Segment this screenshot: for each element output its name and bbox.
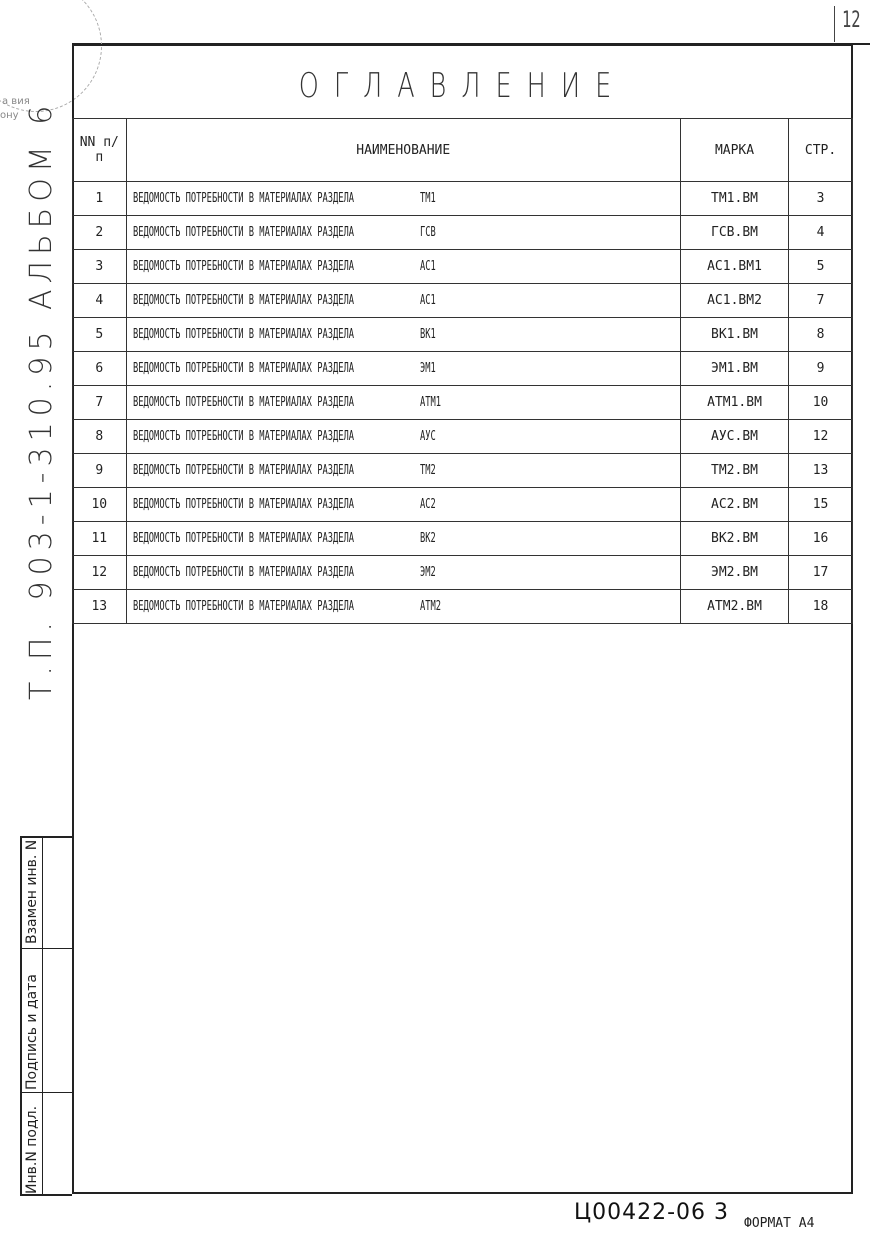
row-mark: АТМ1.ВМ	[680, 386, 788, 420]
row-section: ТМ2	[419, 463, 436, 478]
row-page: 3	[789, 182, 853, 216]
row-page: 4	[789, 216, 853, 250]
row-section: АС2	[419, 497, 436, 512]
row-name-cell	[126, 556, 680, 590]
row-page: 8	[789, 318, 853, 352]
header-mark: МАРКА	[680, 119, 788, 182]
row-name-cell	[126, 250, 680, 284]
handwritten-code: Ц00422-06 3	[574, 1200, 729, 1225]
table-row	[73, 590, 853, 624]
row-name-cell	[126, 420, 680, 454]
row-mark: АТМ2.ВМ	[680, 590, 788, 624]
row-name: ВЕДОМОСТЬ ПОТРЕБНОСТИ В МАТЕРИАЛАХ РАЗДЕЛА	[132, 293, 354, 308]
row-name-cell	[126, 318, 680, 352]
table-row	[73, 250, 853, 284]
row-mark: АС2.ВМ	[680, 488, 788, 522]
row-name: ВЕДОМОСТЬ ПОТРЕБНОСТИ В МАТЕРИАЛАХ РАЗДЕЛА	[132, 225, 354, 240]
row-name: ВЕДОМОСТЬ ПОТРЕБНОСТИ В МАТЕРИАЛАХ РАЗДЕЛА	[132, 327, 354, 342]
row-mark: АС1.ВМ2	[680, 284, 788, 318]
row-number: 4	[73, 284, 127, 318]
table-row	[73, 454, 853, 488]
table-row	[73, 420, 853, 454]
toc-body	[73, 182, 853, 624]
row-name-cell	[126, 590, 680, 624]
table-row	[73, 352, 853, 386]
row-page: 15	[789, 488, 853, 522]
header-name: НАИМЕНОВАНИЕ	[126, 119, 680, 182]
row-mark: ЭМ1.ВМ	[680, 352, 788, 386]
table-row	[73, 216, 853, 250]
row-section: ВК2	[419, 531, 436, 546]
side-label-inv-orig: Инв.N подл.	[24, 1105, 40, 1194]
stamp-text-2: ону	[0, 110, 19, 121]
row-page: 12	[789, 420, 853, 454]
row-name: ВЕДОМОСТЬ ПОТРЕБНОСТИ В МАТЕРИАЛАХ РАЗДЕЛА	[132, 599, 354, 614]
row-name-cell	[126, 454, 680, 488]
row-number: 1	[73, 182, 127, 216]
row-mark: АС1.ВМ1	[680, 250, 788, 284]
table-row	[73, 182, 853, 216]
row-name-cell	[126, 352, 680, 386]
row-section: ВК1	[419, 327, 436, 342]
row-section: АУС	[419, 429, 436, 444]
row-name: ВЕДОМОСТЬ ПОТРЕБНОСТИ В МАТЕРИАЛАХ РАЗДЕЛА	[132, 565, 354, 580]
row-mark: ТМ1.ВМ	[680, 182, 788, 216]
row-name: ВЕДОМОСТЬ ПОТРЕБНОСТИ В МАТЕРИАЛАХ РАЗДЕЛА	[132, 531, 354, 546]
row-section: ГСВ	[419, 225, 436, 240]
row-name: ВЕДОМОСТЬ ПОТРЕБНОСТИ В МАТЕРИАЛАХ РАЗДЕЛА	[132, 395, 354, 410]
row-page: 10	[789, 386, 853, 420]
row-page: 16	[789, 522, 853, 556]
format-label: ФОРМАТ А4	[744, 1216, 815, 1231]
row-number: 8	[73, 420, 127, 454]
row-section: ТМ1	[419, 191, 436, 206]
row-page: 17	[789, 556, 853, 590]
row-mark: АУС.ВМ	[680, 420, 788, 454]
row-name: ВЕДОМОСТЬ ПОТРЕБНОСТИ В МАТЕРИАЛАХ РАЗДЕЛА	[132, 361, 354, 376]
row-name-cell	[126, 284, 680, 318]
row-name-cell	[126, 488, 680, 522]
side-stamp-table	[20, 836, 72, 1196]
row-name: ВЕДОМОСТЬ ПОТРЕБНОСТИ В МАТЕРИАЛАХ РАЗДЕЛА	[132, 497, 354, 512]
row-number: 2	[73, 216, 127, 250]
row-name-cell	[126, 216, 680, 250]
row-number: 13	[73, 590, 127, 624]
toc-table	[72, 118, 853, 624]
row-number: 10	[73, 488, 127, 522]
row-mark: ГСВ.ВМ	[680, 216, 788, 250]
row-page: 7	[789, 284, 853, 318]
row-section: АС1	[419, 293, 436, 308]
row-name-cell	[126, 182, 680, 216]
row-number: 5	[73, 318, 127, 352]
row-page: 5	[789, 250, 853, 284]
row-page: 9	[789, 352, 853, 386]
row-name: ВЕДОМОСТЬ ПОТРЕБНОСТИ В МАТЕРИАЛАХ РАЗДЕЛА	[132, 259, 354, 274]
row-name: ВЕДОМОСТЬ ПОТРЕБНОСТИ В МАТЕРИАЛАХ РАЗДЕЛА	[132, 463, 354, 478]
stamp-text-1: а вия	[2, 96, 30, 107]
row-mark: ЭМ2.ВМ	[680, 556, 788, 590]
row-name: ВЕДОМОСТЬ ПОТРЕБНОСТИ В МАТЕРИАЛАХ РАЗДЕЛА	[132, 191, 354, 206]
table-row	[73, 556, 853, 590]
page-title: ОГЛАВЛЕНИЕ	[298, 66, 627, 106]
side-document-code: Т.П. 903-1-310.95 АЛЬБОМ 6	[24, 99, 59, 700]
row-number: 11	[73, 522, 127, 556]
row-number: 9	[73, 454, 127, 488]
row-page: 18	[789, 590, 853, 624]
row-number: 3	[73, 250, 127, 284]
row-section: АТМ1	[419, 395, 441, 410]
row-mark: ВК1.ВМ	[680, 318, 788, 352]
row-name-cell	[126, 386, 680, 420]
row-number: 7	[73, 386, 127, 420]
side-label-sign-date: Подпись и дата	[24, 974, 40, 1090]
table-row	[73, 284, 853, 318]
row-name-cell	[126, 522, 680, 556]
side-label-replace-inv: Взамен инв. N	[24, 839, 40, 944]
row-section: АТМ2	[419, 599, 441, 614]
row-section: ЭМ2	[419, 565, 436, 580]
header-page: СТР.	[789, 119, 853, 182]
row-number: 12	[73, 556, 127, 590]
row-name: ВЕДОМОСТЬ ПОТРЕБНОСТИ В МАТЕРИАЛАХ РАЗДЕЛА	[132, 429, 354, 444]
row-section: АС1	[419, 259, 436, 274]
sheet-mark-tick	[834, 6, 835, 42]
table-row	[73, 318, 853, 352]
row-section: ЭМ1	[419, 361, 436, 376]
toc-header-row	[73, 119, 853, 182]
table-row	[73, 522, 853, 556]
row-mark: ТМ2.ВМ	[680, 454, 788, 488]
table-row	[73, 488, 853, 522]
sheet-mark: 12	[841, 8, 861, 33]
row-mark: ВК2.ВМ	[680, 522, 788, 556]
row-page: 13	[789, 454, 853, 488]
row-number: 6	[73, 352, 127, 386]
header-no: NN п/п	[73, 119, 127, 182]
table-row	[73, 386, 853, 420]
